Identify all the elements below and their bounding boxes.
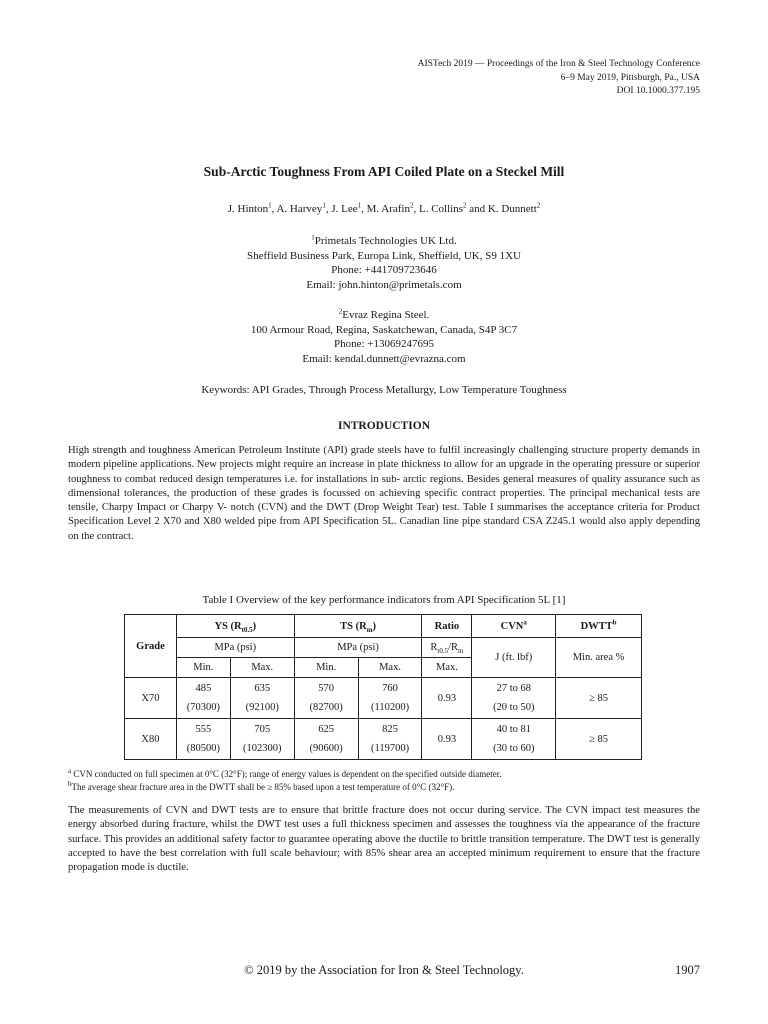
affiliation-2: $^2$Evraz Regina Steel. 100 Armour Road, Regina, Saskatchewan, Canada, S4P 3C7 Phone: +13069247695 Email: kendal.dunnett@evrazna.com: [0, 308, 768, 366]
page-number: 1907: [675, 963, 700, 977]
affiliation-address: Sheffield Business Park, Europa Link, Sheffield, UK, S9 1XU: [247, 249, 521, 262]
table-cell: 635 (92100): [230, 678, 294, 719]
table-cell: 705 (102300): [230, 719, 294, 760]
table-header-row: [125, 615, 642, 638]
grade-cell: X70: [125, 678, 177, 719]
table-cell: 555 (80500): [176, 719, 230, 760]
header-date-location: 6–9 May 2019, Pittsburgh, Pa., USA: [560, 72, 700, 83]
conference-header: [418, 58, 700, 99]
table-minmax-cell: Min.: [294, 658, 358, 678]
table-row: [125, 678, 642, 719]
header-doi: DOI 10.1000.377.195: [616, 86, 700, 96]
table-header-cell: DWTT$^b$: [556, 615, 642, 638]
table-cell: ≥ 85: [556, 719, 642, 760]
table-unit-cell: MPa (psi): [294, 638, 422, 658]
section-heading: INTRODUCTION: [337, 420, 430, 432]
table-unit-cell: $R_{t0.5}/R_m$: [422, 638, 472, 658]
affiliation-1: $^1$Primetals Technologies UK Ltd. Sheffield Business Park, Europa Link, Sheffield, UK, S9 1XU Phone: +441709723646 Email: john.hinton@primetals.com: [0, 234, 768, 292]
affiliation-phone: Phone: +13069247695: [333, 338, 434, 351]
table-cell: 485 (70300): [176, 678, 230, 719]
table-minmax-cell: Min.: [176, 658, 230, 678]
table-cell: 625 (90600): [294, 719, 358, 760]
table-unit-cell: MPa (psi): [176, 638, 294, 658]
table-row: [125, 719, 642, 760]
copyright-footer: © 2019 by the Association for Iron & Steel Technology.: [244, 963, 524, 977]
author: A. Harvey: [276, 203, 323, 215]
table-minmax-cell: Max.: [422, 658, 472, 678]
table-header-cell: Ratio: [422, 615, 472, 638]
paper-title: Sub-Arctic Toughness From API Coiled Plate on a Steckel Mill: [203, 164, 565, 179]
spec-table: [124, 614, 642, 760]
table-minmax-cell: Max.: [230, 658, 294, 678]
author: J. Lee: [331, 203, 358, 215]
table-unit-cell: J (ft. lbf): [472, 638, 556, 678]
table-header-cell: TS $(R_m)$: [294, 615, 422, 638]
table-cell: 570 (82700): [294, 678, 358, 719]
table-header-cell: Grade: [125, 615, 177, 678]
table-cell: 0.93: [422, 678, 472, 719]
table-cell: 0.93: [422, 719, 472, 760]
table-header-cell: YS $(R_{t0.5})$: [176, 615, 294, 638]
author-list: J. Hinton$^1$, A. Harvey$^1$, J. Lee$^1$, M. Arafin$^2$, L. Collins$^2$ and K. Dunnett$^2$: [227, 201, 541, 215]
footnote-a: $^a$ CVN conducted on full specimen at 0°C (32°F); range of energy values is dependent on the specified outside diameter.: [68, 767, 502, 779]
affiliation-org: Evraz Regina Steel.: [342, 309, 430, 321]
table-cell: 27 to 68 (20 to 50): [472, 678, 556, 719]
table-caption: Table I Overview of the key performance indicators from API Specification 5L [1]: [202, 594, 566, 606]
grade-cell: X80: [125, 719, 177, 760]
keywords: Keywords: API Grades, Through Process Metallurgy, Low Temperature Toughness: [201, 384, 567, 396]
table-cell: 825 (119700): [358, 719, 422, 760]
author: K. Dunnett: [487, 203, 537, 215]
table-cell: 760 (110200): [358, 678, 422, 719]
table-cell: ≥ 85: [556, 678, 642, 719]
affiliation-address: 100 Armour Road, Regina, Saskatchewan, Canada, S4P 3C7: [250, 323, 518, 336]
author: M. Arafin: [366, 203, 410, 215]
table-cell: 40 to 81 (30 to 60): [472, 719, 556, 760]
header-conference: AISTech 2019 — Proceedings of the Iron & Steel Technology Conference: [417, 59, 700, 69]
footnote-b: $^b$The average shear fracture area in the DWTT shall be ≥ 85% based upon a test temperature of 0°C (32°F).: [68, 780, 455, 792]
affiliation-email: Email: kendal.dunnett@evrazna.com: [302, 352, 466, 365]
body-paragraph: The measurements of CVN and DWT tests are to ensure that brittle fracture does not occur during service. The CVN impact test measures the energy absorbed during fracture, whilst the DWT test uses a full thickness specimen and assesses the toughness via the appearance of the fracture surface. This provides an additional safety factor to guarantee operating above the ductile to brittle transition temperature. The DWT test is generally accepted to have the best correlation with full scale behaviour; with 85% shear area an accepted minimum requirement to ensure that the fracture propagation mode is ductile.: [68, 805, 700, 874]
affiliation-email: Email: john.hinton@primetals.com: [306, 278, 462, 291]
affiliation-org: Primetals Technologies UK Ltd.: [314, 235, 457, 247]
table-unit-row: [125, 638, 642, 658]
table-header-cell: CVN$^a$: [472, 615, 556, 638]
table-minmax-cell: Max.: [358, 658, 422, 678]
author: J. Hinton: [227, 203, 269, 215]
author: L. Collins: [418, 203, 463, 215]
affiliation-phone: Phone: +441709723646: [331, 264, 437, 277]
table-unit-cell: Min. area %: [556, 638, 642, 678]
body-paragraph: High strength and toughness American Petroleum Institute (API) grade steels have to fulfil increasingly challenging structure property demands in modern pipeline applications. New projects might require an increase in plate thickness to allow for an upgrade in the operating pressure or superior toughness to combat reduced design temperatures i.e. for installations in sub- arctic regions. Besides general measures of quality assurance such as dimensional tolerances, the production of these grades is focussed on achieving specific contract properties. The principal mechanical tests are tensile, Charpy Impact or Charpy V- notch (CVN) and the DWT (Drop Weight Tear) test. Table I summarises the acceptance criteria for Product Specification Level 2 X70 and X80 welded pipe from API Specification 5L. Canadian line pipe standard CSA Z245.1 would also apply depending on the contract.: [68, 445, 700, 542]
